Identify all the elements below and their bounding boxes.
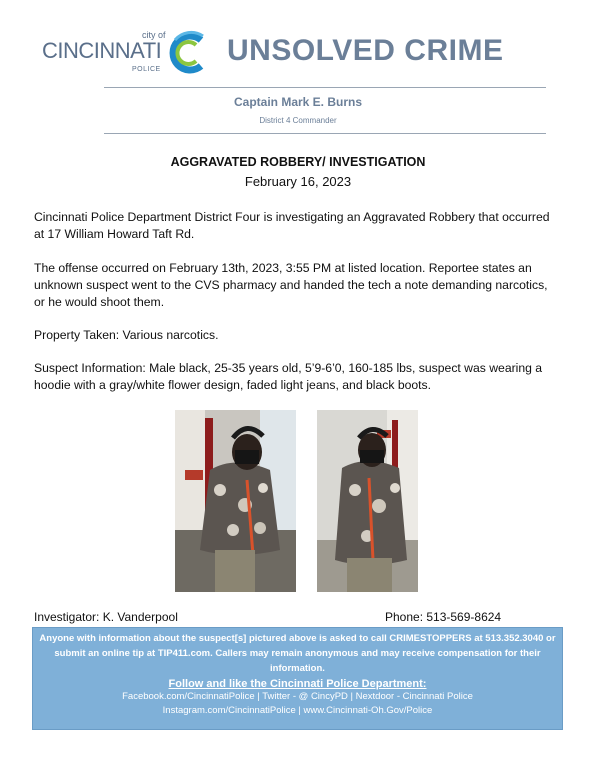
- case-title: AGGRAVATED ROBBERY/ INVESTIGATION: [170, 155, 426, 169]
- page-title: UNSOLVED CRIME: [227, 34, 504, 67]
- commander-title: District 4 Commander: [259, 116, 337, 125]
- header-divider-bottom: [104, 133, 546, 134]
- suspect-paragraph: Suspect Information: Male black, 25-35 years old, 5’9-6’0, 160-185 lbs, suspect was wearing a hoodie with a gray/white flower design, faded light jeans, and black boots.: [34, 361, 543, 392]
- social-links-line-2: Instagram.com/CincinnatiPolice | www.Cincinnati-Oh.Gov/Police: [162, 705, 433, 716]
- intro-paragraph: Cincinnati Police Department District Four is investigating an Aggravated Robbery that occurred at 17 William Howard Taft Rd.: [34, 210, 550, 241]
- crimestoppers-banner: [32, 627, 563, 730]
- property-paragraph: Property Taken: Various narcotics.: [34, 328, 219, 342]
- cincinnati-police-logo: [42, 30, 212, 78]
- captain-name: Captain Mark E. Burns: [233, 95, 363, 109]
- phone-label: Phone: 513-569-8624: [385, 610, 502, 624]
- logo-police: POLICE: [132, 66, 161, 73]
- case-date: February 16, 2023: [244, 174, 352, 189]
- follow-heading: Follow and like the Cincinnati Police Department:: [168, 678, 427, 690]
- logo-wordmark: CINCINNATI: [42, 38, 162, 63]
- suspect-photo-1: [175, 410, 296, 592]
- social-links-line-1: Facebook.com/CincinnatiPolice | Twitter - @ CincyPD | Nextdoor - Cincinnati Police: [122, 691, 473, 702]
- header-divider-top: [104, 87, 546, 88]
- logo-city-of: city of: [142, 30, 166, 40]
- details-paragraph: The offense occurred on February 13th, 2023, 3:55 PM at listed location. Reportee states an unknown suspect went to the CVS pharmacy and handed the tech a note demanding narcotics, or he would shoot them.: [34, 261, 548, 309]
- crimestoppers-info: Anyone with information about the suspect[s] pictured above is asked to call CRIMESTOPPERS at 513.352.3040 or submit an online tip at TIP411.com. Callers may remain anonymous and may receive compensation for their information.: [39, 633, 556, 674]
- logo-c-emblem-icon: [165, 30, 211, 76]
- investigator-label: Investigator: K. Vanderpool: [34, 610, 178, 624]
- suspect-photo-2: [317, 410, 418, 592]
